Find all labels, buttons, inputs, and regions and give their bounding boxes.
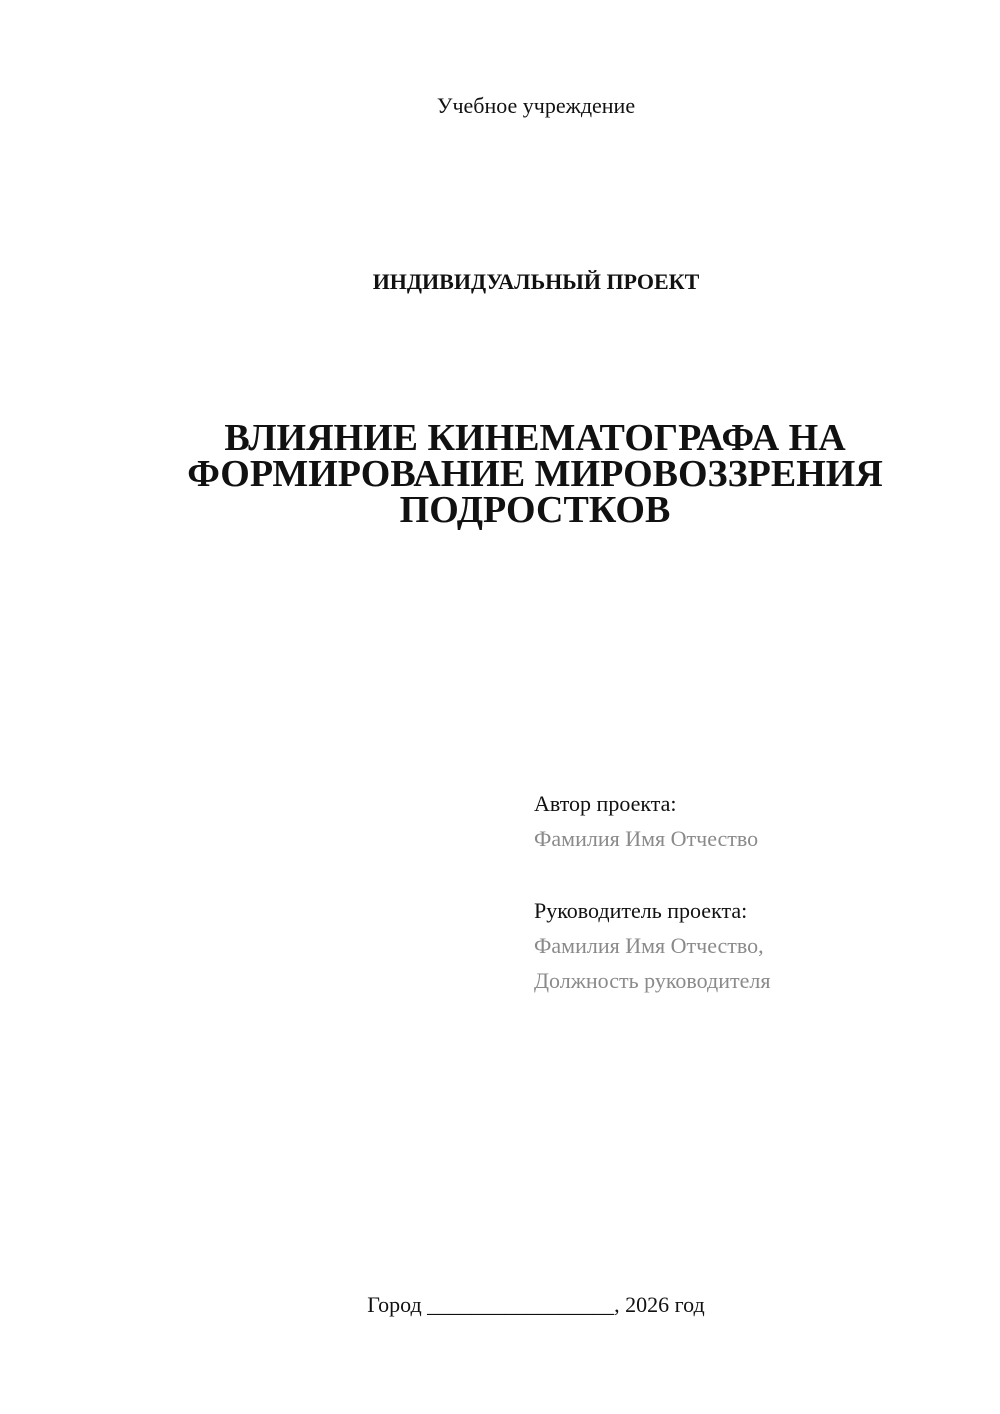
supervisor-label: Руководитель проекта: (534, 898, 748, 923)
project-topic-line: ПОДРОСТКОВ (399, 489, 671, 531)
supervisor-block (534, 893, 974, 998)
author-block (534, 786, 974, 856)
project-topic-line: ФОРМИРОВАНИЕ МИРОВОЗЗРЕНИЯ (187, 453, 883, 495)
supervisor-position: Должность руководителя (534, 968, 771, 993)
city-year-line: Город _________________, 2026 год (367, 1292, 705, 1317)
project-type-heading: ИНДИВИДУАЛЬНЫЙ ПРОЕКТ (372, 269, 700, 294)
project-topic (130, 417, 940, 531)
author-name: Фамилия Имя Отчество (534, 826, 759, 851)
institution-name: Учебное учреждение (436, 93, 636, 118)
author-label: Автор проекта: (534, 791, 677, 816)
supervisor-name: Фамилия Имя Отчество, (534, 933, 764, 958)
project-topic-line: ВЛИЯНИЕ КИНЕМАТОГРАФА НА (224, 417, 846, 459)
